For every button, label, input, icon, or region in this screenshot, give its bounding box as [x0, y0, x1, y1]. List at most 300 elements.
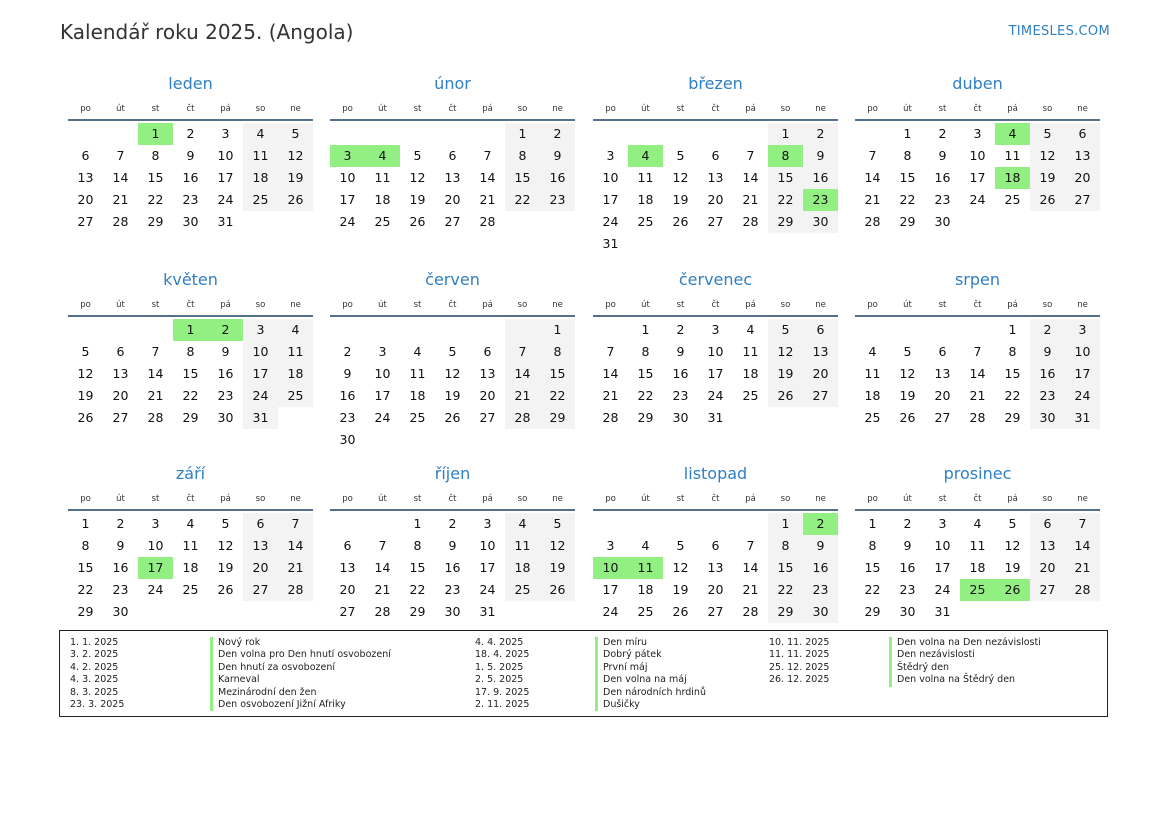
day-cell: 25 [742, 388, 759, 403]
day-cell: 15 [768, 557, 803, 579]
day-cell: 13 [444, 170, 461, 185]
day-cell: 6 [343, 538, 352, 553]
legend-date: 4. 2. 2025 [70, 661, 119, 673]
weekday-name: čt [973, 300, 982, 310]
day-cell: 9 [803, 145, 838, 167]
day-cell: 14 [374, 560, 391, 575]
day-cell: 15 [864, 560, 881, 575]
weekday-name: ne [552, 300, 563, 310]
day-cell: 6 [81, 148, 90, 163]
day-cell: 16 [112, 560, 129, 575]
weekday-name: po [80, 494, 91, 504]
day-cell: 12 [672, 170, 689, 185]
day-cell: 19 [1004, 560, 1021, 575]
weekday-name: čt [973, 494, 982, 504]
legend-date: 11. 11. 2025 [769, 649, 830, 661]
day-cell: 10 [243, 341, 278, 363]
day-cell: 25 [243, 189, 278, 211]
day-cell: 25 [637, 214, 654, 229]
legend-holiday-name: Den volna na máj [595, 674, 706, 686]
empty-cell [330, 513, 365, 535]
month-name: duben [952, 74, 1003, 93]
legend-date-column [70, 637, 124, 711]
day-cell: 16 [182, 170, 199, 185]
day-cell: 21 [479, 192, 496, 207]
weekday-name: po [80, 104, 91, 114]
day-cell: 27 [112, 410, 129, 425]
day-cell: 22 [505, 189, 540, 211]
weekday-name: čt [711, 494, 720, 504]
day-cell: 12 [444, 366, 461, 381]
empty-cell [593, 123, 628, 145]
empty-cell [663, 513, 698, 535]
day-cell: 23 [540, 189, 575, 211]
day-cell: 22 [637, 388, 654, 403]
empty-cell [68, 319, 103, 341]
day-cell: 12 [409, 170, 426, 185]
day-cell: 16 [1030, 363, 1065, 385]
day-cell: 2 [903, 516, 912, 531]
day-cell: 8 [151, 148, 160, 163]
weekday-name: pá [482, 300, 493, 310]
day-cell: 27 [77, 214, 94, 229]
weekday-name: so [1042, 104, 1053, 114]
empty-cell [855, 123, 890, 145]
day-grid [855, 319, 1100, 429]
day-cell: 5 [903, 344, 912, 359]
day-cell: 14 [602, 366, 619, 381]
day-cell: 28 [147, 410, 164, 425]
day-cell: 4 [505, 513, 540, 535]
day-cell: 23 [899, 582, 916, 597]
day-cell: 28 [969, 410, 986, 425]
empty-cell [330, 319, 365, 341]
day-cell: 14 [742, 560, 759, 575]
day-cell: 22 [899, 192, 916, 207]
weekday-header [330, 298, 575, 317]
day-cell: 20 [339, 582, 356, 597]
day-cell: 31 [707, 410, 724, 425]
weekday-name: st [413, 494, 422, 504]
weekday-name: ne [290, 104, 301, 114]
month-10 [593, 462, 838, 623]
day-cell: 19 [540, 557, 575, 579]
day-cell: 20 [934, 388, 951, 403]
day-cell: 12 [540, 535, 575, 557]
day-cell: 22 [147, 192, 164, 207]
day-cell: 26 [899, 410, 916, 425]
month-3 [855, 72, 1100, 233]
weekday-name: ne [290, 494, 301, 504]
day-cell: 17 [707, 366, 724, 381]
day-cell: 1 [505, 123, 540, 145]
day-cell: 21 [505, 385, 540, 407]
legend-holiday-name: Den hnutí za osvobození [210, 662, 391, 674]
day-cell: 30 [217, 410, 234, 425]
day-cell: 23 [339, 410, 356, 425]
day-cell: 26 [540, 579, 575, 601]
day-cell: 7 [483, 148, 492, 163]
legend-holiday-name: Den míru [595, 637, 706, 649]
day-cell: 23 [1030, 385, 1065, 407]
day-cell: 15 [505, 167, 540, 189]
day-cell: 30 [112, 604, 129, 619]
weekday-name: so [517, 494, 528, 504]
legend-holiday-name: Mezinárodní den žen [210, 687, 391, 699]
weekday-name: ne [1077, 494, 1088, 504]
weekday-name: ne [1077, 300, 1088, 310]
day-cell: 21 [602, 388, 619, 403]
day-cell: 5 [676, 538, 685, 553]
day-cell: 1 [768, 513, 803, 535]
weekday-name: pá [1007, 104, 1018, 114]
site-link[interactable]: TIMESLES.COM [1008, 24, 1110, 39]
day-cell: 19 [278, 167, 313, 189]
day-cell: 29 [768, 601, 803, 623]
day-cell: 8 [540, 341, 575, 363]
weekday-name: út [378, 104, 387, 114]
day-cell: 6 [803, 319, 838, 341]
weekday-header [68, 492, 313, 511]
day-cell: 31 [479, 604, 496, 619]
day-cell: 13 [1065, 145, 1100, 167]
day-cell: 4 [278, 319, 313, 341]
day-cell: 30 [803, 211, 838, 233]
day-cell: 24 [374, 410, 391, 425]
legend-date: 2. 11. 2025 [475, 698, 530, 710]
day-cell: 28 [479, 214, 496, 229]
legend-name-column [595, 637, 706, 711]
weekday-name: pá [482, 104, 493, 114]
day-cell: 26 [444, 410, 461, 425]
weekday-name: ne [552, 104, 563, 114]
day-cell: 21 [969, 388, 986, 403]
weekday-name: po [867, 300, 878, 310]
day-cell: 30 [803, 601, 838, 623]
empty-cell [103, 123, 138, 145]
day-cell: 6 [448, 148, 457, 163]
empty-cell [365, 123, 400, 145]
weekday-name: po [867, 494, 878, 504]
empty-cell [663, 123, 698, 145]
weekday-name: so [255, 300, 266, 310]
day-cell: 28 [112, 214, 129, 229]
month-9 [330, 462, 575, 623]
legend-holiday-name: První máj [595, 662, 706, 674]
day-cell: 7 [868, 148, 877, 163]
day-cell: 8 [641, 344, 650, 359]
weekday-name: st [151, 300, 160, 310]
empty-cell [330, 123, 365, 145]
day-cell: 14 [969, 366, 986, 381]
day-cell: 17 [969, 170, 986, 185]
weekday-header [68, 102, 313, 121]
day-cell: 2 [186, 126, 195, 141]
day-cell: 29 [899, 214, 916, 229]
weekday-header [68, 298, 313, 317]
day-cell: 3 [483, 516, 492, 531]
day-cell: 17 [1065, 363, 1100, 385]
day-cell: 26 [1030, 189, 1065, 211]
holiday-day-cell: 11 [628, 557, 663, 579]
weekday-name: út [378, 494, 387, 504]
day-cell: 13 [707, 170, 724, 185]
day-cell: 9 [938, 148, 947, 163]
day-grid [68, 123, 313, 233]
day-grid [330, 513, 575, 623]
day-cell: 21 [147, 388, 164, 403]
month-6 [593, 268, 838, 429]
weekday-name: út [116, 494, 125, 504]
day-cell: 27 [339, 604, 356, 619]
holiday-day-cell: 2 [208, 319, 243, 341]
day-grid [593, 319, 838, 429]
day-cell: 18 [182, 560, 199, 575]
day-cell: 27 [1065, 189, 1100, 211]
day-cell: 3 [973, 126, 982, 141]
weekday-name: čt [973, 104, 982, 114]
day-cell: 17 [243, 363, 278, 385]
day-cell: 28 [1065, 579, 1100, 601]
month-name: říjen [434, 464, 471, 483]
day-cell: 22 [1004, 388, 1021, 403]
day-cell: 20 [77, 192, 94, 207]
day-cell: 7 [746, 148, 755, 163]
day-cell: 11 [374, 170, 391, 185]
legend-date-column [475, 637, 529, 711]
day-cell: 17 [374, 388, 391, 403]
holiday-day-cell: 3 [330, 145, 365, 167]
day-cell: 17 [479, 560, 496, 575]
day-cell: 22 [409, 582, 426, 597]
legend-date: 1. 1. 2025 [70, 637, 119, 648]
day-cell: 27 [1030, 579, 1065, 601]
weekday-name: čt [448, 494, 457, 504]
month-name: únor [434, 74, 471, 93]
weekday-header [330, 492, 575, 511]
day-cell: 28 [864, 214, 881, 229]
day-cell: 6 [711, 538, 720, 553]
day-cell: 15 [768, 167, 803, 189]
holiday-day-cell: 26 [995, 579, 1030, 601]
day-cell: 12 [768, 341, 803, 363]
day-cell: 27 [243, 579, 278, 601]
holiday-day-cell: 25 [960, 579, 995, 601]
day-cell: 9 [903, 538, 912, 553]
weekday-name: pá [220, 104, 231, 114]
day-cell: 1 [413, 516, 422, 531]
month-4 [68, 268, 313, 429]
legend-holiday-name: Den volna na Štědrý den [889, 674, 1041, 686]
day-cell: 21 [864, 192, 881, 207]
day-cell: 31 [934, 604, 951, 619]
day-cell: 13 [1030, 535, 1065, 557]
weekday-name: čt [711, 104, 720, 114]
weekday-name: ne [290, 300, 301, 310]
day-cell: 29 [540, 407, 575, 429]
holiday-day-cell: 1 [173, 319, 208, 341]
day-grid [855, 513, 1100, 623]
legend-date: 26. 12. 2025 [769, 674, 830, 686]
empty-cell [400, 123, 435, 145]
day-cell: 9 [676, 344, 685, 359]
day-cell: 31 [217, 214, 234, 229]
day-cell: 17 [602, 192, 619, 207]
weekday-name: st [938, 494, 947, 504]
weekday-header [855, 102, 1100, 121]
day-cell: 16 [803, 557, 838, 579]
weekday-name: út [641, 104, 650, 114]
weekday-name: út [641, 494, 650, 504]
day-cell: 5 [413, 148, 422, 163]
day-cell: 8 [81, 538, 90, 553]
day-cell: 21 [1065, 557, 1100, 579]
day-cell: 14 [505, 363, 540, 385]
legend-date: 25. 12. 2025 [769, 661, 830, 673]
day-cell: 16 [444, 560, 461, 575]
legend-name-column [210, 637, 391, 711]
day-cell: 23 [444, 582, 461, 597]
day-cell: 25 [637, 604, 654, 619]
day-cell: 16 [803, 167, 838, 189]
holiday-day-cell: 10 [593, 557, 628, 579]
day-cell: 14 [147, 366, 164, 381]
day-cell: 2 [116, 516, 125, 531]
day-cell: 14 [112, 170, 129, 185]
day-cell: 11 [742, 344, 759, 359]
day-cell: 3 [151, 516, 160, 531]
day-cell: 18 [243, 167, 278, 189]
legend-holiday-name: Den osvobození Jižní Afriky [210, 699, 391, 711]
day-cell: 5 [1030, 123, 1065, 145]
day-cell: 9 [221, 344, 230, 359]
day-cell: 7 [116, 148, 125, 163]
day-cell: 13 [707, 560, 724, 575]
day-cell: 18 [637, 582, 654, 597]
day-cell: 16 [672, 366, 689, 381]
weekday-name: so [1042, 494, 1053, 504]
day-cell: 20 [707, 582, 724, 597]
day-cell: 29 [768, 211, 803, 233]
day-cell: 24 [969, 192, 986, 207]
day-cell: 11 [182, 538, 199, 553]
day-cell: 3 [606, 148, 615, 163]
empty-cell [593, 513, 628, 535]
empty-cell [698, 513, 733, 535]
day-cell: 2 [803, 123, 838, 145]
legend-holiday-name: Den volna pro Den hnutí osvobození [210, 649, 391, 661]
day-cell: 19 [77, 388, 94, 403]
day-cell: 13 [112, 366, 129, 381]
month-name: prosinec [943, 464, 1012, 483]
weekday-name: st [938, 300, 947, 310]
day-cell: 25 [278, 385, 313, 407]
empty-cell [400, 319, 435, 341]
legend-date-column [769, 637, 829, 687]
weekday-name: st [413, 300, 422, 310]
day-cell: 30 [444, 604, 461, 619]
day-cell: 30 [182, 214, 199, 229]
day-cell: 20 [1065, 167, 1100, 189]
day-cell: 26 [672, 604, 689, 619]
holiday-day-cell: 23 [803, 189, 838, 211]
holiday-day-cell: 4 [995, 123, 1030, 145]
day-cell: 22 [540, 385, 575, 407]
day-cell: 25 [182, 582, 199, 597]
day-cell: 26 [672, 214, 689, 229]
day-cell: 30 [1030, 407, 1065, 429]
day-cell: 26 [768, 385, 803, 407]
day-cell: 16 [217, 366, 234, 381]
empty-cell [698, 123, 733, 145]
day-cell: 29 [77, 604, 94, 619]
weekday-header [330, 102, 575, 121]
day-cell: 25 [374, 214, 391, 229]
day-cell: 3 [221, 126, 230, 141]
weekday-name: po [867, 104, 878, 114]
weekday-name: st [676, 494, 685, 504]
weekday-name: čt [448, 104, 457, 114]
day-cell: 6 [938, 344, 947, 359]
day-cell: 28 [374, 604, 391, 619]
day-cell: 30 [934, 214, 951, 229]
day-cell: 24 [934, 582, 951, 597]
weekday-name: so [780, 104, 791, 114]
day-cell: 1 [641, 322, 650, 337]
legend-holiday-name: Nový rok [210, 637, 391, 649]
day-cell: 5 [676, 148, 685, 163]
day-cell: 16 [934, 170, 951, 185]
day-cell: 15 [147, 170, 164, 185]
weekday-name: so [255, 494, 266, 504]
day-cell: 22 [768, 579, 803, 601]
month-8 [68, 462, 313, 623]
day-cell: 7 [505, 341, 540, 363]
day-cell: 27 [803, 385, 838, 407]
day-cell: 12 [77, 366, 94, 381]
day-cell: 18 [374, 192, 391, 207]
day-cell: 3 [606, 538, 615, 553]
day-cell: 28 [742, 604, 759, 619]
legend-holiday-name: Dušičky [595, 699, 706, 711]
holiday-day-cell: 4 [365, 145, 400, 167]
empty-cell [593, 319, 628, 341]
day-cell: 18 [864, 388, 881, 403]
weekday-name: pá [745, 300, 756, 310]
weekday-name: ne [815, 300, 826, 310]
day-cell: 11 [243, 145, 278, 167]
day-cell: 9 [803, 535, 838, 557]
empty-cell [435, 123, 470, 145]
day-cell: 2 [938, 126, 947, 141]
day-cell: 12 [672, 560, 689, 575]
day-cell: 15 [77, 560, 94, 575]
legend-holiday-name: Den volna na Den nezávislosti [889, 637, 1041, 649]
day-cell: 4 [973, 516, 982, 531]
legend-holiday-name: Dobrý pátek [595, 649, 706, 661]
day-cell: 8 [868, 538, 877, 553]
day-cell: 31 [602, 236, 619, 251]
day-cell: 12 [217, 538, 234, 553]
day-cell: 19 [1030, 167, 1065, 189]
day-cell: 11 [409, 366, 426, 381]
day-cell: 1 [768, 123, 803, 145]
day-cell: 14 [479, 170, 496, 185]
month-11 [855, 462, 1100, 623]
empty-cell [855, 319, 890, 341]
day-cell: 24 [217, 192, 234, 207]
day-cell: 29 [182, 410, 199, 425]
